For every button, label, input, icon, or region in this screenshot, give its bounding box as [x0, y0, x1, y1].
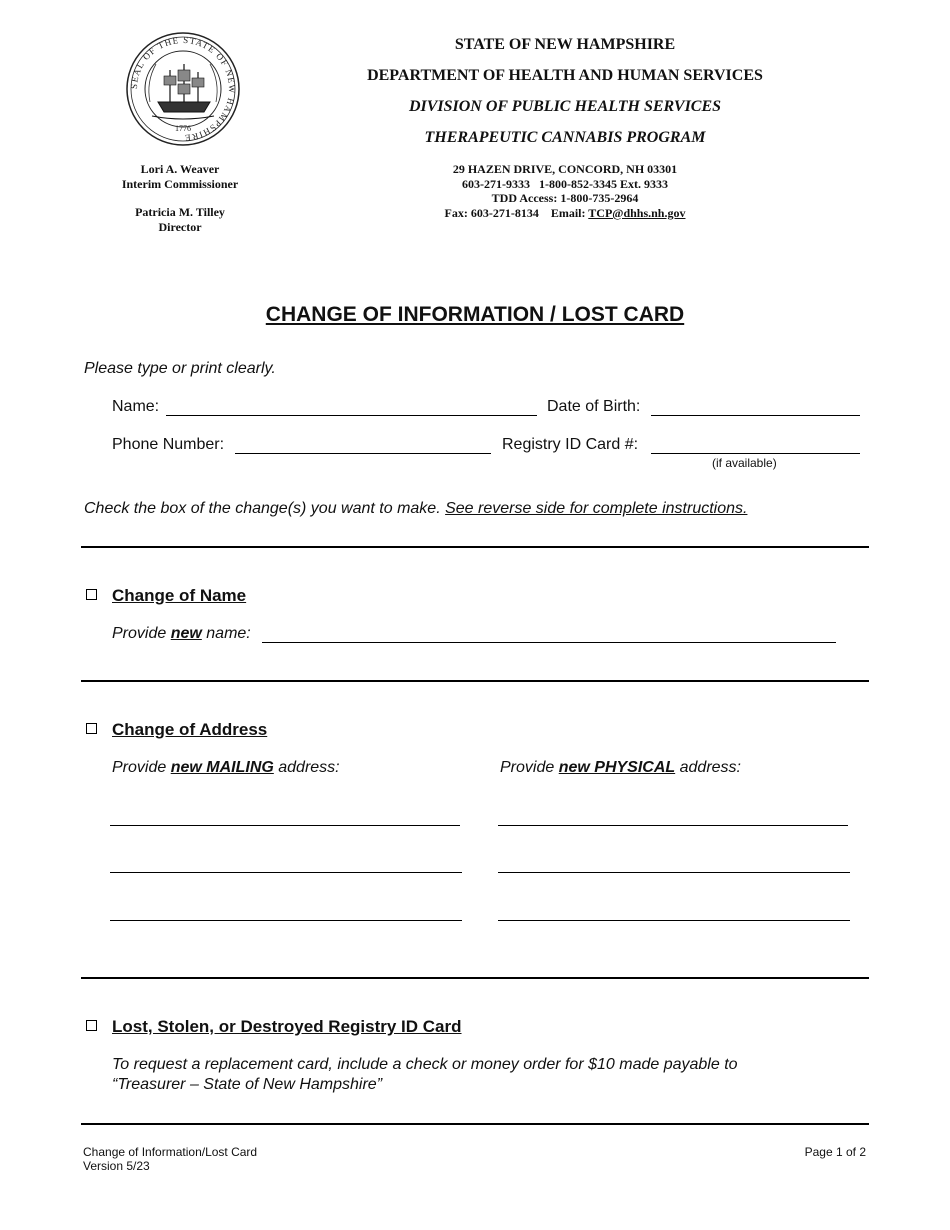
physical-address-line-2[interactable]	[498, 872, 850, 873]
lost-card-checkbox[interactable]	[86, 1020, 97, 1031]
footer-version: Version 5/23	[83, 1159, 150, 1173]
physical-rest: address:	[675, 759, 741, 776]
mailing-emphasis: new MAILING	[170, 759, 274, 776]
new-name-emphasis: new	[170, 625, 202, 642]
physical-address-line-3[interactable]	[498, 920, 850, 921]
divider-4	[81, 1123, 869, 1125]
director-name: Patricia M. Tilley	[135, 205, 225, 219]
change-of-name-checkbox[interactable]	[86, 589, 97, 600]
reverse-side-link[interactable]: See reverse side for complete instructions.	[445, 500, 748, 517]
lost-card-title: Lost, Stolen, or Destroyed Registry ID Card	[112, 1017, 462, 1036]
footer-form-name: Change of Information/Lost Card	[83, 1145, 258, 1159]
if-available-note: (if available)	[712, 456, 777, 470]
phone-label: Phone Number:	[112, 436, 225, 453]
phone-numbers: 603-271-9333 1-800-852-3345 Ext. 9333	[462, 176, 668, 191]
divider-3	[81, 977, 869, 979]
check-instruction	[84, 500, 747, 518]
registry-id-field[interactable]	[651, 453, 860, 454]
new-name-rest: name:	[201, 625, 251, 642]
state-heading: STATE OF NEW HAMPSHIRE	[454, 36, 676, 53]
mailing-address-line-1[interactable]	[110, 825, 460, 826]
change-of-name-title: Change of Name	[112, 586, 247, 605]
new-name-provide: Provide	[112, 625, 171, 642]
commissioner-title: Interim Commissioner	[121, 176, 239, 191]
new-name-field[interactable]	[262, 642, 836, 643]
officials-block	[100, 162, 260, 234]
divider-2	[81, 680, 869, 682]
department-heading: DEPARTMENT OF HEALTH AND HUMAN SERVICES	[367, 67, 763, 84]
mailing-rest: address:	[273, 759, 340, 776]
tdd-access: TDD Access: 1-800-735-2964	[491, 191, 639, 205]
check-instruction-text: Check the box of the change(s) you want to make.	[84, 500, 446, 517]
physical-provide: Provide	[500, 759, 559, 776]
director-title: Director	[158, 219, 202, 234]
registry-id-label: Registry ID Card #:	[502, 436, 639, 453]
name-field[interactable]	[166, 415, 537, 416]
mailing-address-line-2[interactable]	[110, 872, 462, 873]
state-seal	[126, 32, 240, 146]
mailing-provide: Provide	[112, 759, 171, 776]
fax-email-line	[365, 206, 765, 221]
physical-emphasis: new PHYSICAL	[558, 759, 676, 776]
mailing-address-prompt	[112, 759, 340, 777]
mailing-address-line-3[interactable]	[110, 920, 462, 921]
change-of-address-checkbox[interactable]	[86, 723, 97, 734]
physical-address-line-1[interactable]	[498, 825, 848, 826]
name-label: Name:	[112, 398, 160, 415]
phone-field[interactable]	[235, 453, 491, 454]
commissioner-name: Lori A. Weaver	[140, 162, 220, 176]
dob-field[interactable]	[651, 415, 860, 416]
divider-1	[81, 546, 869, 548]
print-instruction: Please type or print clearly.	[84, 360, 276, 377]
seal-image	[126, 32, 240, 146]
email-link[interactable]: TCP@dhhs.nh.gov	[588, 205, 686, 220]
form-title: CHANGE OF INFORMATION / LOST CARD	[265, 303, 685, 326]
seal-text: SEAL OF THE STATE OF NEW HAMPSHIRE	[128, 34, 238, 144]
seal-year: 1776	[175, 124, 191, 133]
fax-label: Fax: 603-271-8134 Email:	[444, 205, 589, 220]
lost-card-instruction-line-2: “Treasurer – State of New Hampshire”	[112, 1076, 383, 1093]
office-address: 29 HAZEN DRIVE, CONCORD, NH 03301	[452, 162, 678, 176]
lost-card-instruction-line-1: To request a replacement card, include a check or money order for $10 made payable to	[112, 1056, 738, 1073]
program-heading: THERAPEUTIC CANNABIS PROGRAM	[424, 129, 706, 146]
division-heading: DIVISION OF PUBLIC HEALTH SERVICES	[408, 98, 722, 115]
dob-label: Date of Birth:	[547, 398, 641, 415]
new-name-prompt	[112, 625, 251, 643]
physical-address-prompt	[500, 759, 741, 777]
footer-page-number: Page 1 of 2	[804, 1145, 866, 1159]
change-of-address-title: Change of Address	[112, 720, 268, 739]
contact-block	[365, 162, 765, 220]
